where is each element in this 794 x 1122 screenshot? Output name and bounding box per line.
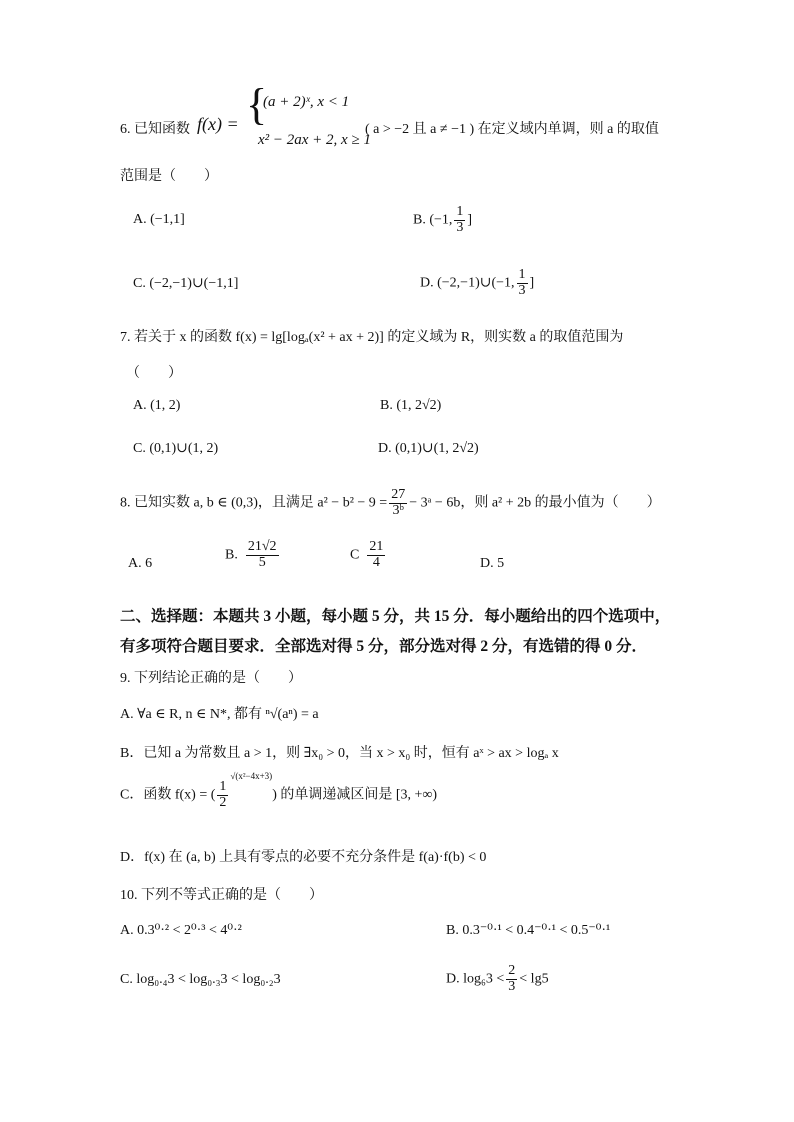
q7-stem: 7. 若关于 x 的函数 f(x) = lg[logₐ(x² + ax + 2)] 的定义域为 R，则实数 a 的取值范围为 [120,330,624,345]
q9-option-a: A. ∀a ∈ R, n ∈ N*, 都有 ⁿ√(aⁿ) = a [120,707,319,722]
q10-option-b: B. 0.3⁻⁰·¹ < 0.4⁻⁰·¹ < 0.5⁻⁰·¹ [446,923,611,938]
q9-option-c: C．函数 f(x) = ( $\frac{1}{2}$ $^{√(x^2-4x+3)}$) 的单调递减区间是 [3, +∞) [120,770,438,810]
q7-option-d: D. (0,1)∪(1, 2√2) [378,441,479,456]
q8-option-b: B. $\frac{21√2}{5}$ [225,539,277,570]
q7-option-c: C. (0,1)∪(1, 2) [133,441,219,456]
q6-prefix: 6. 已知函数 [120,122,190,137]
q7-option-b: B. (1, 2√2) [380,398,442,413]
q9-option-b: B．已知 a 为常数且 a > 1，则 ∃x₀ > 0，当 x > x₀ 时，恒有 aˣ > ax > logₐ x [120,746,559,761]
q6-brace: { [246,80,268,129]
q6-condition: ( a > −2 且 a ≠ −1 ) 在定义域内单调，则 a 的取值 [365,122,659,137]
q9-option-d: D．f(x) 在 (a, b) 上具有零点的必要不充分条件是 f(a)·f(b) < 0 [120,850,487,865]
q7-line2: （ ） [126,366,182,381]
q9-stem: 9. 下列结论正确的是（ ） [120,671,302,686]
section2-line1: 二、选择题：本题共 3 小题，每小题 5 分，共 15 分．每小题给出的四个选项中， [120,608,671,625]
q6-line2: 范围是（ ） [120,169,218,184]
q8-option-c: C $\frac{21}{4}$ [350,539,384,570]
q8-option-d: D. 5 [480,556,505,571]
q6-option-d: D. (−2,−1)∪(−1, $\frac{1}{3}$ ] [420,267,535,298]
q7-option-a: A. (1, 2) [133,398,181,413]
q6-fx: f(x) = [197,114,239,134]
q6-case2: x² − 2ax + 2, x ≥ 1 [258,132,371,148]
q6-case1: (a + 2)ˣ, x < 1 [263,94,350,110]
q10-option-c: C. log₀.₄3 < log₀.₃3 < log₀.₂3 [120,972,281,987]
q8-option-a: A. 6 [128,556,153,571]
q6-option-c: C. (−2,−1)∪(−1,1] [133,276,239,291]
q8-stem: 8. 已知实数 a, b ∈ (0,3)，且满足 a² − b² − 9 = $\frac{27}{\text{3ᵇ}}$ − 3ᵃ − 6b，则 a² + 2b 的最小值为（ ） [120,487,661,518]
q10-option-d: D. log₆3 < $\frac{2}{3}$ < lg5 [446,963,549,994]
section2-line2: 有多项符合题目要求．全部选对得 5 分，部分选对得 2 分，有选错的得 0 分． [120,638,648,655]
q6-option-a: A. (−1,1] [133,212,185,227]
q6-option-b: B. (−1, $\frac{1}{3}$ ] [413,204,473,235]
q10-stem: 10. 下列不等式正确的是（ ） [120,888,323,903]
q10-option-a: A. 0.3⁰·² < 2⁰·³ < 4⁰·² [120,923,242,938]
